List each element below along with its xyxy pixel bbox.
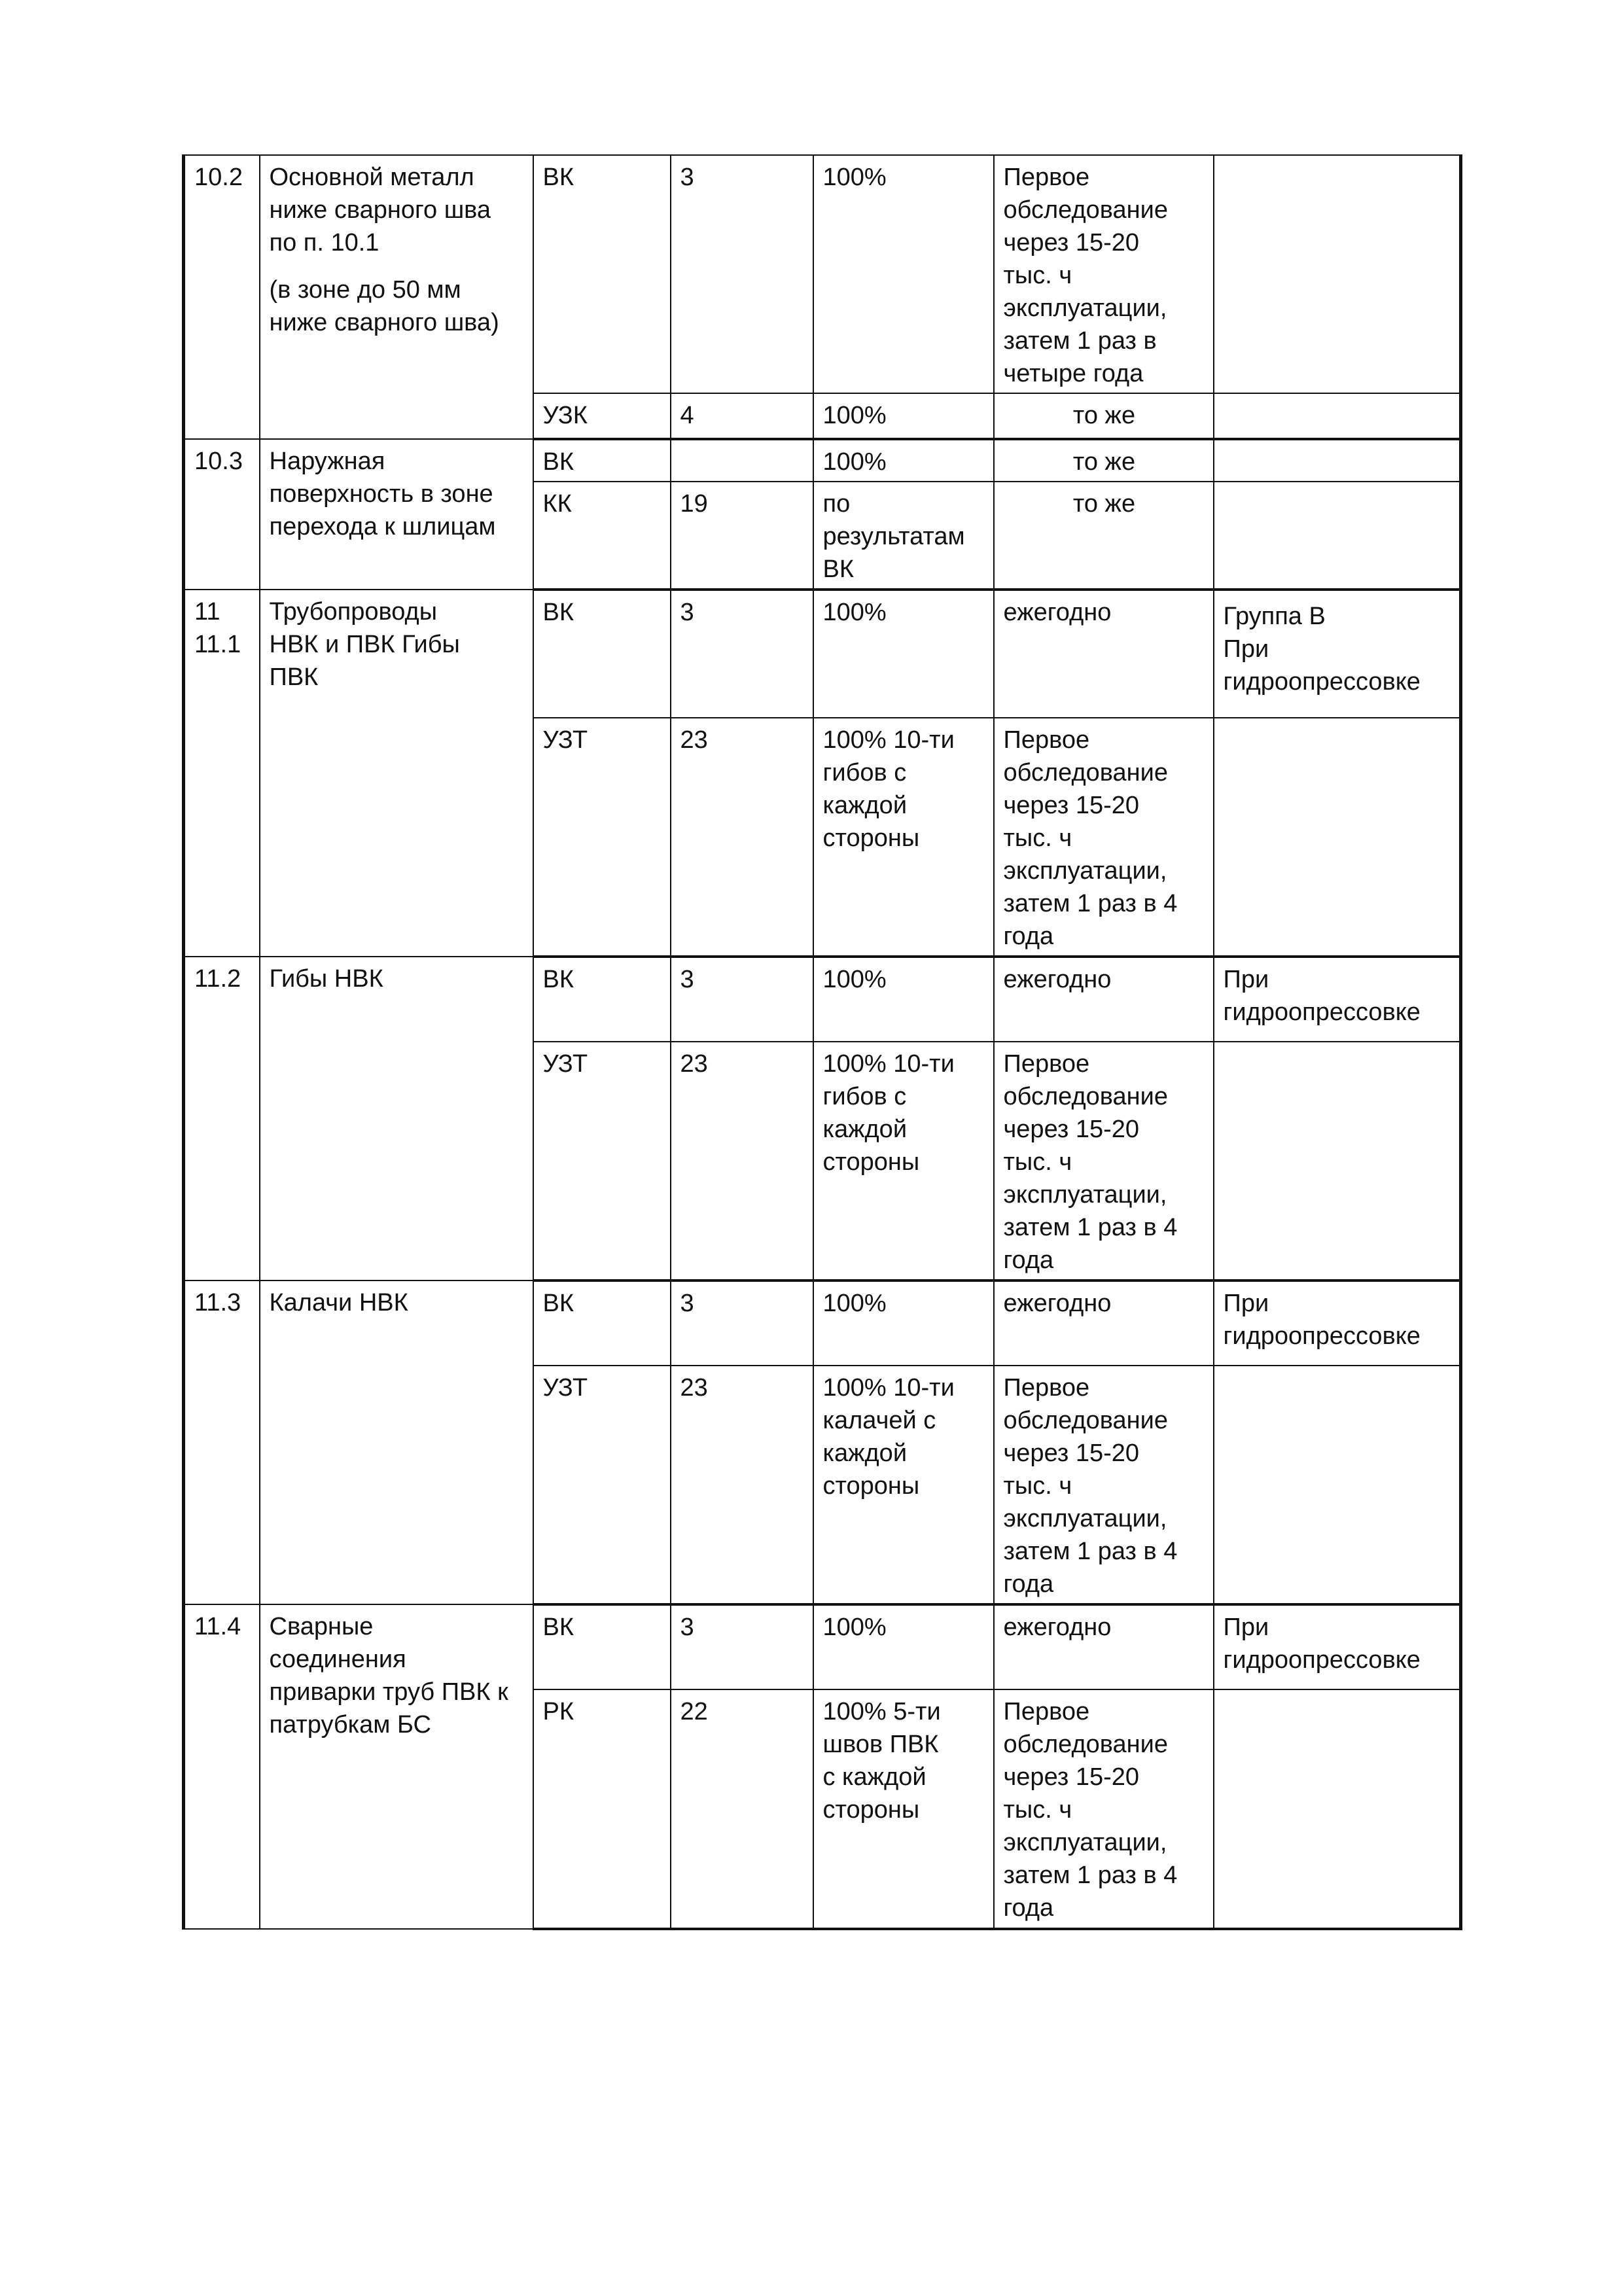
- period-line: ежегодно: [1003, 599, 1112, 626]
- volume-line: 100%: [822, 599, 887, 626]
- norm-doc-cell: 4: [671, 393, 813, 439]
- period-line: то же: [1072, 448, 1136, 476]
- note-line: Группа В: [1223, 603, 1326, 630]
- note-line: При: [1223, 635, 1269, 663]
- method-cell: РК: [533, 1689, 671, 1929]
- period-line: обследование: [1003, 759, 1168, 786]
- volume-line: 100%: [822, 1290, 887, 1317]
- period-line: обследование: [1003, 1083, 1168, 1110]
- object-line-gap: [270, 259, 525, 274]
- period-line: затем 1 раз в 4: [1003, 1862, 1178, 1889]
- object-line: соединения: [269, 1646, 406, 1673]
- object-line: ПВК: [269, 663, 319, 691]
- period-line: года: [1003, 1246, 1054, 1274]
- volume-line: гибов с: [822, 1083, 907, 1110]
- note-line: При: [1223, 966, 1269, 993]
- volume-line: 100% 10-ти: [822, 726, 955, 754]
- norm-doc-cell: 3: [671, 1280, 813, 1366]
- item-number-cell: [184, 1604, 260, 1929]
- period-cell: [994, 1366, 1214, 1604]
- norm-doc-cell: 3: [671, 1604, 813, 1689]
- note-cell: [1214, 1042, 1461, 1280]
- volume-cell: [813, 1042, 994, 1280]
- volume-line: 100%: [822, 164, 887, 191]
- note-cell: [1214, 1604, 1461, 1689]
- period-line: затем 1 раз в 4: [1003, 1538, 1178, 1565]
- period-line: четыре года: [1003, 360, 1144, 387]
- volume-line: 100% 5-ти: [822, 1698, 941, 1725]
- method-cell: ВК: [533, 957, 671, 1042]
- method-cell: УЗК: [533, 393, 671, 439]
- period-line: затем 1 раз в 4: [1003, 1214, 1178, 1241]
- item-number: 11.4: [194, 1613, 241, 1640]
- volume-line: стороны: [822, 1148, 920, 1176]
- object-line: Трубопроводы: [269, 598, 437, 626]
- method-cell: ВК: [533, 439, 671, 482]
- period-cell: [994, 155, 1214, 393]
- volume-cell: [813, 957, 994, 1042]
- object-line: Гибы НВК: [269, 965, 383, 993]
- volume-cell: [813, 1280, 994, 1366]
- item-number-cell: [184, 590, 260, 957]
- volume-line: швов ПВК: [822, 1731, 939, 1758]
- norm-doc-cell: 22: [671, 1689, 813, 1929]
- period-line: тыс. ч: [1003, 1472, 1072, 1500]
- object-line: патрубкам БС: [269, 1711, 431, 1739]
- volume-line: стороны: [822, 824, 920, 852]
- table-row: [184, 957, 1461, 1042]
- note-cell: [1214, 1689, 1461, 1929]
- method-cell: ВК: [533, 1604, 671, 1689]
- period-line: то же: [1072, 490, 1136, 518]
- period-line: тыс. ч: [1003, 262, 1072, 289]
- period-line: ежегодно: [1003, 966, 1112, 993]
- item-number-cell: [184, 1280, 260, 1604]
- note-cell: [1214, 155, 1461, 393]
- volume-line: 100%: [822, 966, 887, 993]
- item-number: 10.2: [194, 164, 243, 191]
- note-line: гидроопрессовке: [1223, 998, 1421, 1026]
- volume-line: 100% 10-ти: [822, 1050, 955, 1078]
- period-line: эксплуатации,: [1003, 294, 1167, 322]
- volume-cell: [813, 155, 994, 393]
- volume-line: каждой: [822, 792, 908, 819]
- note-cell: [1214, 1366, 1461, 1604]
- volume-line: ВК: [822, 556, 854, 583]
- object-line: Наружная: [269, 448, 385, 475]
- item-number: 11.1: [194, 631, 241, 658]
- period-line: обследование: [1003, 1731, 1168, 1758]
- norm-doc-cell: 23: [671, 1366, 813, 1604]
- note-cell: [1214, 957, 1461, 1042]
- period-line: затем 1 раз в 4: [1003, 890, 1178, 917]
- item-number-cell: [184, 957, 260, 1280]
- norm-doc-cell: 23: [671, 718, 813, 957]
- table-row: [184, 590, 1461, 718]
- period-line: Первое: [1003, 726, 1090, 754]
- period-line: ежегодно: [1003, 1614, 1112, 1641]
- volume-cell: [813, 1604, 994, 1689]
- object-line: ниже сварного шва): [269, 309, 499, 336]
- period-cell: [994, 439, 1214, 482]
- period-line: эксплуатации,: [1003, 1181, 1167, 1209]
- period-line: Первое: [1003, 164, 1090, 191]
- period-cell: [994, 957, 1214, 1042]
- method-cell: УЗТ: [533, 718, 671, 957]
- norm-doc-cell: 3: [671, 957, 813, 1042]
- period-cell: [994, 1042, 1214, 1280]
- norm-doc-cell: 3: [671, 155, 813, 393]
- period-line: ежегодно: [1003, 1290, 1112, 1317]
- period-line: Первое: [1003, 1374, 1090, 1402]
- method-cell: ВК: [533, 590, 671, 718]
- object-line: перехода к шлицам: [269, 513, 496, 540]
- period-cell: [994, 482, 1214, 590]
- note-line: При: [1223, 1614, 1269, 1641]
- volume-line: калачей с: [822, 1407, 936, 1434]
- method-cell: ВК: [533, 155, 671, 393]
- item-number: 11: [194, 598, 221, 626]
- volume-line: 100%: [822, 448, 887, 476]
- norm-doc-cell: 3: [671, 590, 813, 718]
- period-line: года: [1003, 1570, 1054, 1598]
- table-row: [184, 155, 1461, 393]
- period-line: через 15-20: [1003, 1116, 1140, 1143]
- volume-line: стороны: [822, 1796, 920, 1824]
- table-row: [184, 439, 1461, 482]
- volume-line: по: [822, 490, 851, 518]
- object-cell: [260, 590, 533, 957]
- volume-line: 100% 10-ти: [822, 1374, 955, 1402]
- volume-line: гибов с: [822, 759, 907, 786]
- period-cell: [994, 393, 1214, 439]
- period-line: то же: [1072, 402, 1136, 429]
- object-cell: [260, 957, 533, 1280]
- note-line: гидроопрессовке: [1223, 1646, 1421, 1674]
- note-line: гидроопрессовке: [1223, 668, 1421, 696]
- volume-cell: [813, 1689, 994, 1929]
- object-line: НВК и ПВК Гибы: [269, 631, 460, 658]
- period-cell: [994, 1280, 1214, 1366]
- volume-line: 100%: [822, 1614, 887, 1641]
- volume-line: 100%: [822, 402, 887, 429]
- object-cell: [260, 1604, 533, 1929]
- item-number-cell: [184, 439, 260, 590]
- note-cell: [1214, 718, 1461, 957]
- object-line: Калачи НВК: [269, 1289, 408, 1316]
- inspection-table-body: [184, 155, 1461, 1929]
- note-line: При: [1223, 1290, 1269, 1317]
- period-line: тыс. ч: [1003, 1796, 1072, 1824]
- norm-doc-cell: 19: [671, 482, 813, 590]
- object-line: ниже сварного шва: [269, 196, 491, 224]
- norm-doc-cell: 23: [671, 1042, 813, 1280]
- method-cell: УЗТ: [533, 1042, 671, 1280]
- object-line: (в зоне до 50 мм: [269, 276, 461, 304]
- item-number-cell: [184, 155, 260, 439]
- note-cell: [1214, 482, 1461, 590]
- volume-cell: [813, 439, 994, 482]
- item-number: 10.3: [194, 448, 243, 475]
- item-number: 11.2: [194, 965, 241, 993]
- object-line: Сварные: [269, 1613, 374, 1640]
- volume-cell: [813, 1366, 994, 1604]
- period-cell: [994, 718, 1214, 957]
- volume-line: результатам: [822, 523, 965, 550]
- period-line: через 15-20: [1003, 229, 1140, 256]
- volume-line: каждой: [822, 1439, 908, 1467]
- note-cell: [1214, 439, 1461, 482]
- period-line: Первое: [1003, 1050, 1090, 1078]
- period-line: через 15-20: [1003, 792, 1140, 819]
- object-line: поверхность в зоне: [269, 480, 493, 508]
- note-cell: [1214, 1280, 1461, 1366]
- note-cell: [1214, 393, 1461, 439]
- object-line: приварки труб ПВК к: [269, 1678, 508, 1706]
- object-line: Основной металл: [269, 164, 474, 191]
- table-row: [184, 1604, 1461, 1689]
- period-line: тыс. ч: [1003, 1148, 1072, 1176]
- volume-cell: [813, 718, 994, 957]
- period-cell: [994, 1689, 1214, 1929]
- volume-line: каждой: [822, 1116, 908, 1143]
- period-line: обследование: [1003, 196, 1168, 224]
- volume-line: стороны: [822, 1472, 920, 1500]
- period-line: через 15-20: [1003, 1439, 1140, 1467]
- period-cell: [994, 590, 1214, 718]
- method-cell: ВК: [533, 1280, 671, 1366]
- period-line: затем 1 раз в: [1003, 327, 1157, 355]
- object-line: по п. 10.1: [269, 229, 380, 256]
- period-line: года: [1003, 923, 1054, 950]
- note-line: гидроопрессовке: [1223, 1322, 1421, 1350]
- object-cell: [260, 155, 533, 439]
- period-line: через 15-20: [1003, 1763, 1140, 1791]
- period-cell: [994, 1604, 1214, 1689]
- period-line: Первое: [1003, 1698, 1090, 1725]
- period-line: эксплуатации,: [1003, 1829, 1167, 1856]
- period-line: года: [1003, 1894, 1054, 1922]
- note-cell: [1214, 590, 1461, 718]
- volume-line: с каждой: [822, 1763, 927, 1791]
- inspection-table: [182, 154, 1462, 1930]
- object-cell: [260, 1280, 533, 1604]
- period-line: обследование: [1003, 1407, 1168, 1434]
- method-cell: УЗТ: [533, 1366, 671, 1604]
- volume-cell: [813, 482, 994, 590]
- method-cell: КК: [533, 482, 671, 590]
- volume-cell: [813, 590, 994, 718]
- item-number: 11.3: [194, 1289, 241, 1316]
- table-row: [184, 1280, 1461, 1366]
- volume-cell: [813, 393, 994, 439]
- norm-doc-cell: [671, 439, 813, 482]
- period-line: эксплуатации,: [1003, 857, 1167, 885]
- period-line: тыс. ч: [1003, 824, 1072, 852]
- object-cell: [260, 439, 533, 590]
- period-line: эксплуатации,: [1003, 1505, 1167, 1532]
